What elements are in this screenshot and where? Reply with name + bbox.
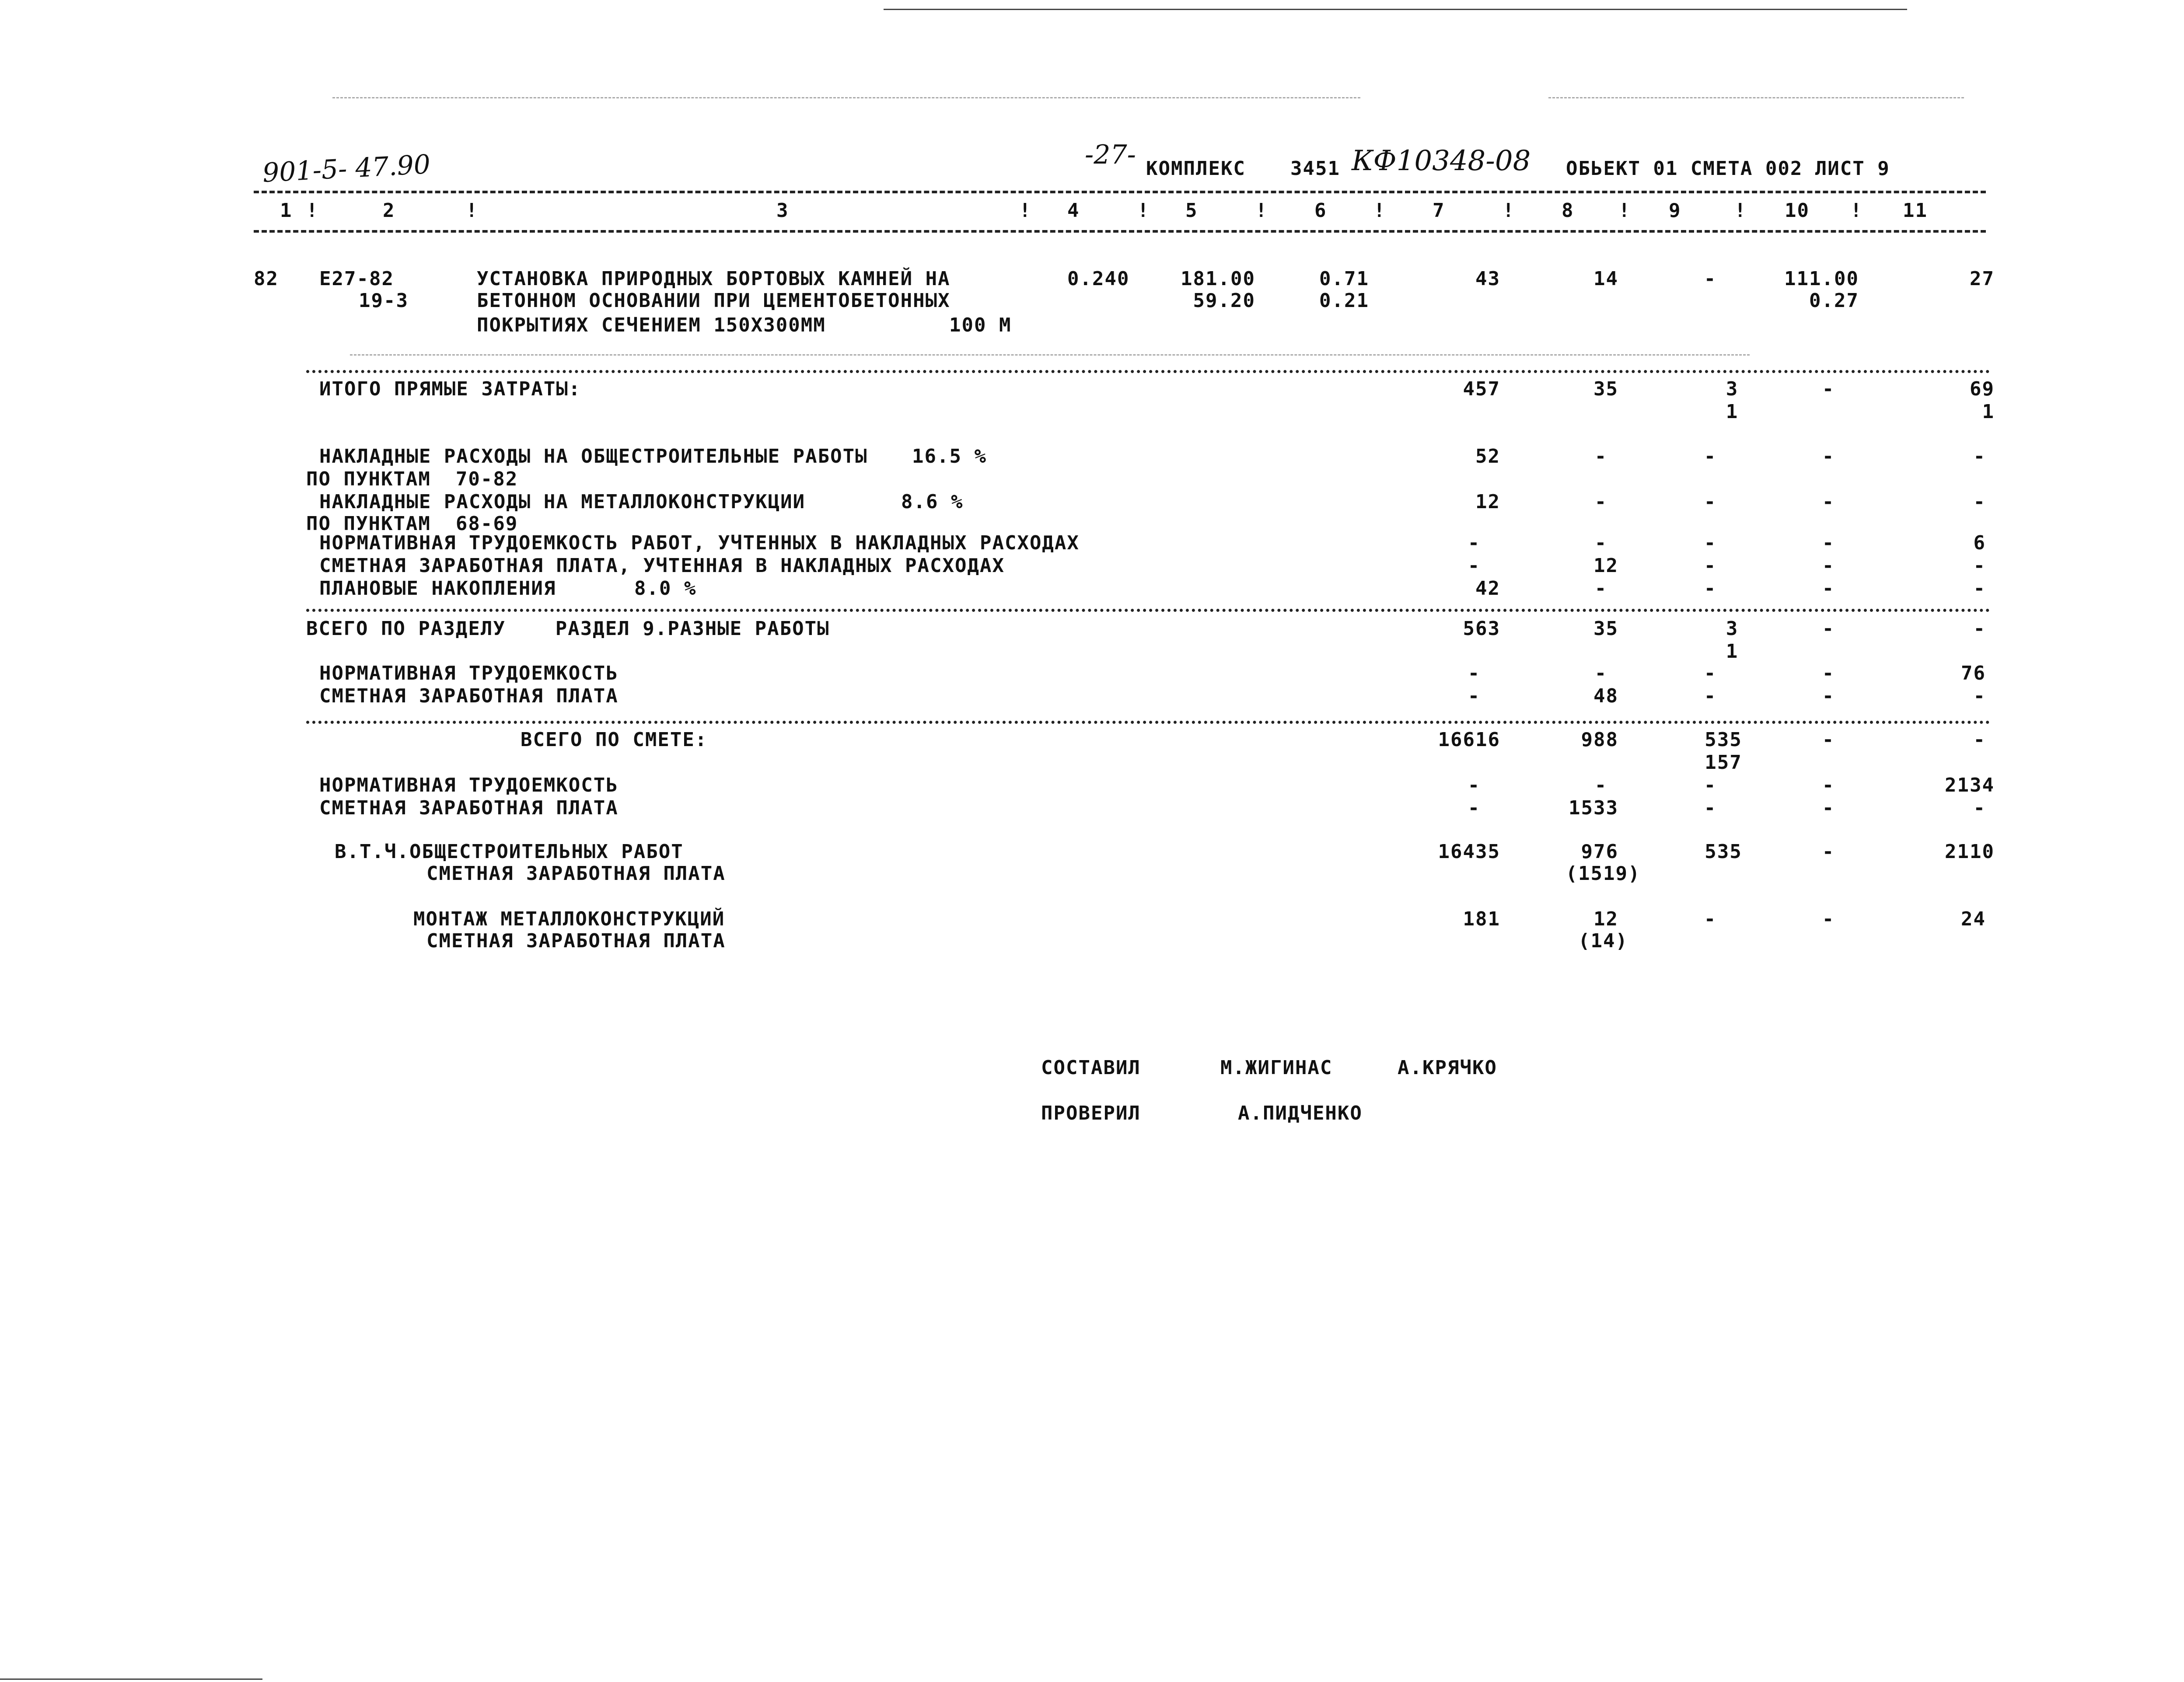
overhead-percent: 8.6 % bbox=[901, 491, 964, 513]
metal-c8-sub: (14) bbox=[1578, 930, 1628, 952]
col-sep: ! bbox=[306, 199, 319, 222]
general-c9: 535 bbox=[1705, 841, 1742, 863]
checked-by-name: А.ПИДЧЕНКО bbox=[1238, 1102, 1363, 1124]
general-c8-sub: (1519) bbox=[1565, 862, 1641, 885]
metal-c10: - bbox=[1822, 908, 1835, 930]
item-c9: - bbox=[1704, 268, 1717, 290]
bottom-left-scan-line bbox=[0, 1679, 262, 1680]
total-wage-c10: - bbox=[1822, 797, 1835, 819]
section-total-label: ВСЕГО ПО РАЗДЕЛУ РАЗДЕЛ 9.РАЗНЫЕ РАБОТЫ bbox=[306, 618, 830, 640]
section-norm-c10: - bbox=[1822, 662, 1835, 684]
separator-line bbox=[306, 609, 1990, 612]
compiled-by-label: СОСТАВИЛ bbox=[1041, 1057, 1141, 1079]
total-wage-c8: 1533 bbox=[1569, 797, 1618, 819]
item-c10: 111.00 bbox=[1784, 268, 1859, 290]
item-c8: 14 bbox=[1593, 268, 1618, 290]
metal-works-wage-label: СМЕТНАЯ ЗАРАБОТНАЯ ПЛАТА bbox=[426, 930, 726, 952]
planned-savings-label: ПЛАНОВЫЕ НАКОПЛЕНИЯ bbox=[319, 577, 556, 600]
overhead-c7: 12 bbox=[1475, 491, 1500, 513]
total-c8: 988 bbox=[1581, 729, 1618, 751]
page-number: -27- bbox=[1085, 140, 1136, 170]
col-3: 3 bbox=[776, 199, 789, 222]
header-rule-top bbox=[254, 191, 1986, 193]
overhead-items: ПО ПУНКТАМ 70-82 bbox=[306, 468, 518, 490]
section-wage-c10: - bbox=[1822, 685, 1835, 707]
norm-overhead-c8: - bbox=[1594, 532, 1607, 554]
overhead-c10: - bbox=[1822, 445, 1835, 468]
separator-line bbox=[306, 370, 1990, 373]
col-sep: ! bbox=[1618, 199, 1631, 222]
total-norm-label: НОРМАТИВНАЯ ТРУДОЕМКОСТЬ bbox=[319, 774, 619, 796]
overhead-c10: - bbox=[1822, 491, 1835, 513]
object-info: ОБЬЕКТ 01 СМЕТА 002 ЛИСТ 9 bbox=[1566, 157, 1890, 180]
compiled-by-name: М.ЖИГИНАС bbox=[1220, 1057, 1333, 1079]
overhead-c9: - bbox=[1704, 445, 1717, 468]
col-sep: ! bbox=[1019, 199, 1032, 222]
top-scan-line bbox=[884, 9, 1907, 10]
item-c11: 27 bbox=[1970, 268, 1995, 290]
overhead-c11: - bbox=[1973, 491, 1986, 513]
direct-c9-sub: 1 bbox=[1726, 401, 1739, 423]
total-wage-label: СМЕТНАЯ ЗАРАБОТНАЯ ПЛАТА bbox=[319, 797, 619, 819]
section-c11: - bbox=[1973, 618, 1986, 640]
section-wage-label: СМЕТНАЯ ЗАРАБОТНАЯ ПЛАТА bbox=[319, 685, 619, 707]
norm-overhead-label: НОРМАТИВНАЯ ТРУДОЕМКОСТЬ РАБОТ, УЧТЕННЫХ В НАКЛАДНЫХ РАСХОДАХ bbox=[319, 532, 1080, 554]
scan-noise-line-right bbox=[1548, 97, 1964, 98]
overhead-c11: - bbox=[1973, 445, 1986, 468]
item-description: УСТАНОВКА ПРИРОДНЫХ БОРТОВЫХ КАМНЕЙ НА bbox=[477, 268, 950, 290]
doc-code: 901-5- 47.90 bbox=[262, 149, 431, 189]
section-wage-c11: - bbox=[1973, 685, 1986, 707]
col-sep: ! bbox=[1255, 199, 1268, 222]
col-6: 6 bbox=[1314, 199, 1327, 222]
total-c10: - bbox=[1822, 729, 1835, 751]
section-wage-c8: 48 bbox=[1593, 685, 1618, 707]
col-8: 8 bbox=[1562, 199, 1574, 222]
col-sep: ! bbox=[1373, 199, 1386, 222]
total-wage-c11: - bbox=[1973, 797, 1986, 819]
section-norm-c11: 76 bbox=[1961, 662, 1986, 684]
item-unit: 100 М bbox=[949, 314, 1012, 336]
section-c9-sub: 1 bbox=[1726, 640, 1739, 663]
complex-label: КОМПЛЕКС bbox=[1146, 157, 1246, 180]
item-c6: 0.71 bbox=[1319, 268, 1369, 290]
overhead-c8: - bbox=[1594, 445, 1607, 468]
section-norm-c8: - bbox=[1594, 662, 1607, 684]
wage-overhead-c11: - bbox=[1973, 555, 1986, 577]
overhead-percent: 16.5 % bbox=[912, 445, 987, 468]
complex-code: КФ10348-08 bbox=[1352, 145, 1531, 177]
metal-c7: 181 bbox=[1463, 908, 1500, 930]
section-c9: 3 bbox=[1726, 618, 1739, 640]
total-norm-c11: 2134 bbox=[1945, 774, 1995, 796]
total-c7: 16616 bbox=[1438, 729, 1500, 751]
section-wage-c7: - bbox=[1468, 685, 1481, 707]
complex-number: 3451 bbox=[1290, 157, 1340, 180]
metal-c11: 24 bbox=[1961, 908, 1986, 930]
item-c6-sub: 0.21 bbox=[1319, 290, 1369, 312]
direct-c10: - bbox=[1822, 378, 1835, 400]
compiled-by-name: А.КРЯЧКО bbox=[1398, 1057, 1497, 1079]
planned-c9: - bbox=[1704, 577, 1717, 600]
separator-line bbox=[306, 721, 1990, 724]
item-code-sub: 19-3 bbox=[359, 290, 409, 312]
norm-overhead-c7: - bbox=[1468, 532, 1481, 554]
header-rule-bottom bbox=[254, 230, 1986, 233]
norm-overhead-c9: - bbox=[1704, 532, 1717, 554]
col-11: 11 bbox=[1903, 199, 1928, 222]
section-wage-c9: - bbox=[1704, 685, 1717, 707]
col-sep: ! bbox=[466, 199, 479, 222]
section-c7: 563 bbox=[1463, 618, 1500, 640]
overhead-label: НАКЛАДНЫЕ РАСХОДЫ НА МЕТАЛЛОКОНСТРУКЦИИ bbox=[319, 491, 806, 513]
total-norm-c9: - bbox=[1704, 774, 1717, 796]
direct-c7: 457 bbox=[1463, 378, 1500, 400]
metal-works-label: МОНТАЖ МЕТАЛЛОКОНСТРУКЦИЙ bbox=[413, 908, 725, 930]
col-sep: ! bbox=[1503, 199, 1515, 222]
norm-overhead-c11: 6 bbox=[1973, 532, 1986, 554]
col-5: 5 bbox=[1185, 199, 1198, 222]
overhead-label: НАКЛАДНЫЕ РАСХОДЫ НА ОБЩЕСТРОИТЕЛЬНЫЕ РАБОТЫ bbox=[319, 445, 868, 468]
col-2: 2 bbox=[383, 199, 395, 222]
planned-c7: 42 bbox=[1475, 577, 1500, 600]
checked-by-label: ПРОВЕРИЛ bbox=[1041, 1102, 1141, 1124]
col-sep: ! bbox=[1137, 199, 1150, 222]
metal-c8: 12 bbox=[1593, 908, 1618, 930]
section-norm-c7: - bbox=[1468, 662, 1481, 684]
col-sep: ! bbox=[1850, 199, 1863, 222]
item-c7: 43 bbox=[1475, 268, 1500, 290]
metal-c9: - bbox=[1704, 908, 1717, 930]
item-description: ПОКРЫТИЯХ СЕЧЕНИЕМ 150Х300ММ bbox=[477, 314, 826, 336]
general-c11: 2110 bbox=[1945, 841, 1995, 863]
direct-c8: 35 bbox=[1593, 378, 1618, 400]
total-c9-sub: 157 bbox=[1705, 751, 1742, 774]
overhead-items: ПО ПУНКТАМ 68-69 bbox=[306, 513, 518, 535]
direct-c11-sub: 1 bbox=[1982, 401, 1995, 423]
planned-c10: - bbox=[1822, 577, 1835, 600]
overhead-c9: - bbox=[1704, 491, 1717, 513]
col-4: 4 bbox=[1067, 199, 1080, 222]
wage-overhead-label: СМЕТНАЯ ЗАРАБОТНАЯ ПЛАТА, УЧТЕННАЯ В НАКЛАДНЫХ РАСХОДАХ bbox=[319, 555, 1005, 577]
total-wage-c9: - bbox=[1704, 797, 1717, 819]
planned-c8: - bbox=[1594, 577, 1607, 600]
wage-overhead-c8: 12 bbox=[1593, 555, 1618, 577]
section-norm-c9: - bbox=[1704, 662, 1717, 684]
item-quantity: 0.240 bbox=[1067, 268, 1130, 290]
general-c8: 976 bbox=[1581, 841, 1618, 863]
col-9: 9 bbox=[1669, 199, 1681, 222]
overhead-c8: - bbox=[1594, 491, 1607, 513]
item-number: 82 bbox=[254, 268, 279, 290]
scan-noise-line bbox=[332, 97, 1360, 98]
total-wage-c7: - bbox=[1468, 797, 1481, 819]
overhead-c7: 52 bbox=[1475, 445, 1500, 468]
estimate-total-label: ВСЕГО ПО СМЕТЕ: bbox=[521, 729, 708, 751]
section-c8: 35 bbox=[1593, 618, 1618, 640]
direct-c11: 69 bbox=[1970, 378, 1995, 400]
planned-c11: - bbox=[1973, 577, 1986, 600]
wage-overhead-c9: - bbox=[1704, 555, 1717, 577]
section-norm-label: НОРМАТИВНАЯ ТРУДОЕМКОСТЬ bbox=[319, 662, 619, 684]
total-c11: - bbox=[1973, 729, 1986, 751]
general-works-wage-label: СМЕТНАЯ ЗАРАБОТНАЯ ПЛАТА bbox=[426, 862, 726, 885]
item-c10-sub: 0.27 bbox=[1809, 290, 1859, 312]
col-sep: ! bbox=[1734, 199, 1747, 222]
wage-overhead-c10: - bbox=[1822, 555, 1835, 577]
col-10: 10 bbox=[1785, 199, 1810, 222]
section-c10: - bbox=[1822, 618, 1835, 640]
scan-noise-line bbox=[350, 354, 1750, 356]
planned-savings-percent: 8.0 % bbox=[634, 577, 697, 600]
total-norm-c8: - bbox=[1594, 774, 1607, 796]
general-works-label: В.Т.Ч.ОБЩЕСТРОИТЕЛЬНЫХ РАБОТ bbox=[335, 841, 684, 863]
norm-overhead-c10: - bbox=[1822, 532, 1835, 554]
col-1: 1 bbox=[280, 199, 293, 222]
direct-c9: 3 bbox=[1726, 378, 1739, 400]
item-c5-sub: 59.20 bbox=[1193, 290, 1255, 312]
general-c10: - bbox=[1822, 841, 1835, 863]
col-7: 7 bbox=[1433, 199, 1445, 222]
direct-costs-label: ИТОГО ПРЯМЫЕ ЗАТРАТЫ: bbox=[319, 378, 581, 400]
total-c9: 535 bbox=[1705, 729, 1742, 751]
item-code: Е27-82 bbox=[319, 268, 394, 290]
item-c5: 181.00 bbox=[1181, 268, 1255, 290]
wage-overhead-c7: - bbox=[1468, 555, 1481, 577]
item-description: БЕТОННОМ ОСНОВАНИИ ПРИ ЦЕМЕНТОБЕТОННЫХ bbox=[477, 290, 950, 312]
total-norm-c7: - bbox=[1468, 774, 1481, 796]
general-c7: 16435 bbox=[1438, 841, 1500, 863]
total-norm-c10: - bbox=[1822, 774, 1835, 796]
